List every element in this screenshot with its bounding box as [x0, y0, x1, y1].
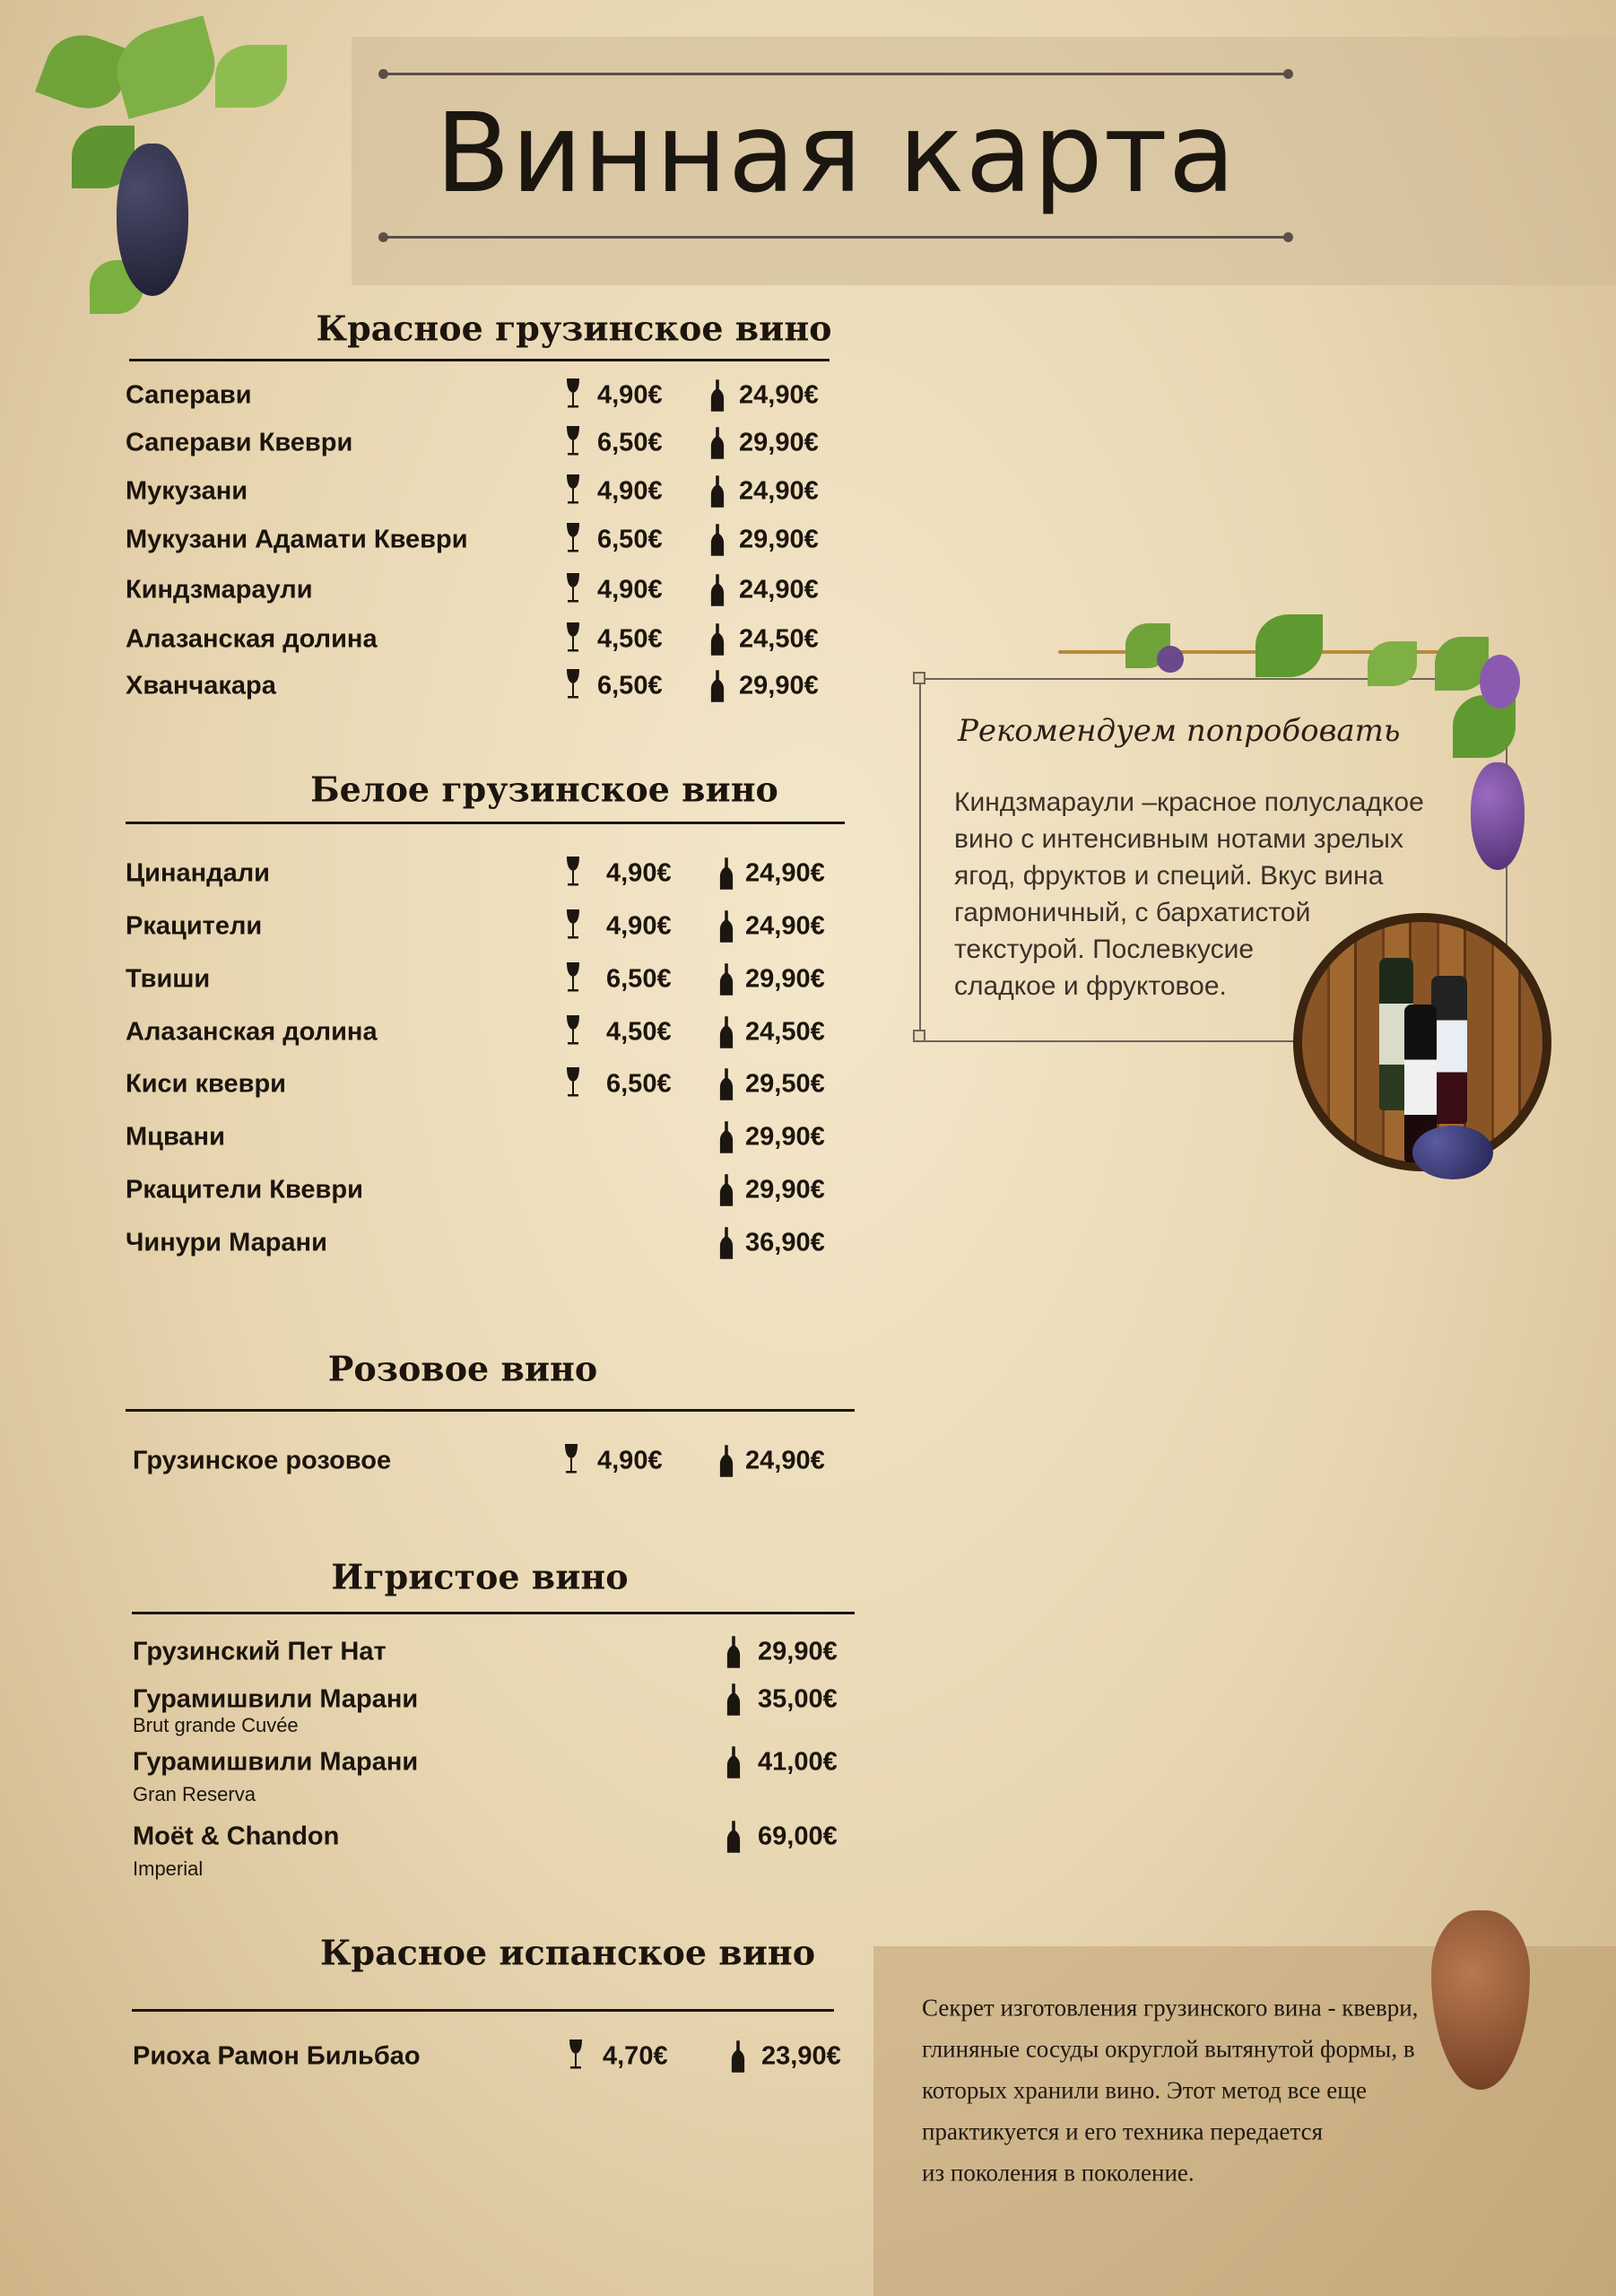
wine-bottle-icon: [726, 1683, 743, 1713]
wine-glass-icon: [565, 622, 581, 653]
bottle-price: 24,90€: [739, 380, 819, 410]
bottle-price: 69,00€: [758, 1822, 838, 1851]
wine-name: Moët & Chandon: [133, 1822, 340, 1851]
wine-glass-icon: [565, 962, 581, 993]
bottle-price: 24,50€: [745, 1017, 825, 1047]
wine-bottle-icon: [710, 378, 726, 409]
wine-bottle-icon: [726, 1635, 743, 1665]
kvevri-text-line: которых хранили вино. Этот метод все еще: [922, 2076, 1368, 2104]
frame-corner: [913, 1030, 925, 1042]
bottle-price: 29,90€: [745, 1122, 825, 1152]
wine-bottle-icon: [726, 1820, 743, 1850]
section-heading: Розовое вино: [327, 1348, 598, 1389]
page-title: Винная карта: [435, 90, 1237, 217]
recommendation-text-line: текстурой. Послевкусие: [954, 935, 1255, 964]
glass-price: 4,50€: [606, 1017, 672, 1047]
recommendation-text-line: сладкое и фруктовое.: [954, 971, 1227, 1001]
wine-bottle-icon: [710, 669, 726, 700]
section-divider: [129, 359, 830, 361]
title-divider-bottom: [384, 236, 1288, 239]
wine-subtitle: Brut grande Cuvée: [133, 1714, 299, 1736]
wine-name: Хванчакара: [126, 671, 276, 700]
bottle-price: 29,90€: [745, 964, 825, 994]
wine-name: Киси квеври: [126, 1069, 286, 1099]
kvevri-text-line: практикуется и его техника передается: [922, 2118, 1323, 2145]
wine-name: Киндзмараули: [126, 575, 313, 604]
recommendation-text-line: гармоничный, с бархатистой: [954, 898, 1311, 927]
wine-glass-icon: [565, 426, 581, 457]
wine-name: Мукузани Адамати Квеври: [126, 525, 468, 554]
section-heading: Игристое вино: [331, 1556, 629, 1597]
wine-bottle-icon: [731, 2039, 747, 2070]
bottle-price: 24,90€: [745, 1446, 825, 1475]
wine-glass-icon: [565, 378, 581, 409]
wine-glass-icon: [565, 573, 581, 604]
wine-glass-icon: [568, 2039, 584, 2070]
wine-name: Алазанская долина: [126, 624, 378, 654]
glass-price: 4,70€: [603, 2041, 668, 2071]
wine-name: Цинандали: [126, 858, 270, 888]
wine-name: Саперави Квеври: [126, 428, 353, 457]
wine-glass-icon: [565, 857, 581, 887]
glass-price: 6,50€: [597, 428, 663, 457]
wine-name: Мцвани: [126, 1122, 225, 1152]
wine-name: Твиши: [126, 964, 211, 994]
wine-glass-icon: [565, 474, 581, 505]
wine-bottle-icon: [719, 962, 735, 993]
wine-name: Гурамишвили Марани: [133, 1747, 419, 1777]
section-divider: [132, 2009, 834, 2012]
bottle-price: 24,90€: [745, 858, 825, 888]
glass-price: 4,90€: [597, 1446, 663, 1475]
wine-glass-icon: [565, 1067, 581, 1098]
wine-name: Мукузани: [126, 476, 248, 506]
wine-name: Гурамишвили Марани: [133, 1684, 419, 1714]
wine-subtitle: Gran Reserva: [133, 1783, 256, 1805]
glass-price: 6,50€: [606, 1069, 672, 1099]
glass-price: 4,90€: [597, 380, 663, 410]
section-heading: Белое грузинское вино: [310, 769, 778, 810]
wine-bottle-icon: [726, 1745, 743, 1776]
wine-bottle-icon: [710, 474, 726, 505]
bottle-price: 29,90€: [739, 671, 819, 700]
wine-bottle-icon: [719, 1120, 735, 1151]
recommendation-text-line: ягод, фруктов и специй. Вкус вина: [954, 861, 1384, 891]
bottle-price: 29,90€: [739, 428, 819, 457]
glass-price: 6,50€: [597, 525, 663, 554]
wine-name: Ркацители: [126, 911, 263, 941]
bottle-price: 24,90€: [745, 911, 825, 941]
wine-name: Саперави: [126, 380, 252, 410]
frame-corner: [913, 672, 925, 684]
kvevri-text-line: из поколения в поколение.: [922, 2159, 1195, 2187]
bottle-price: 23,90€: [761, 2041, 841, 2071]
bottle-price: 24,90€: [739, 476, 819, 506]
glass-price: 6,50€: [606, 964, 672, 994]
wine-glass-icon: [563, 1444, 579, 1474]
wine-name: Алазанская долина: [126, 1017, 378, 1047]
wine-bottle-icon: [710, 426, 726, 457]
wine-bottle-icon: [719, 857, 735, 887]
recommendation-text-line: Киндзмараули –красное полусладкое: [954, 787, 1424, 817]
glass-price: 4,90€: [597, 476, 663, 506]
wine-name: Ркацители Квеври: [126, 1175, 363, 1205]
wine-bottle-icon: [719, 909, 735, 940]
section-divider: [126, 1409, 855, 1412]
glass-price: 4,90€: [606, 911, 672, 941]
wine-glass-icon: [565, 1015, 581, 1046]
bottle-price: 29,90€: [758, 1637, 838, 1666]
bottle-price: 29,90€: [745, 1175, 825, 1205]
wine-bottle-icon: [710, 622, 726, 653]
section-divider: [126, 822, 845, 824]
wine-bottle-image: [1431, 976, 1467, 1124]
wine-glass-icon: [565, 909, 581, 940]
section-heading: Красное испанское вино: [319, 1932, 816, 1973]
kvevri-text-line: глиняные сосуды округлой вытянутой формы, в: [922, 2035, 1415, 2063]
wine-bottle-icon: [719, 1226, 735, 1257]
section-heading: Красное грузинское вино: [316, 308, 832, 349]
wine-glass-icon: [565, 669, 581, 700]
wine-name: Риоха Рамон Бильбао: [133, 2041, 421, 2071]
grape-vine-decoration: [36, 27, 323, 350]
title-divider-top: [384, 73, 1288, 75]
wine-glass-icon: [565, 523, 581, 553]
wine-bottle-icon: [719, 1173, 735, 1204]
wine-subtitle: Imperial: [133, 1857, 204, 1880]
recommendation-title: Рекомендуем попробовать: [958, 713, 1401, 749]
section-divider: [132, 1612, 855, 1614]
wine-bottle-icon: [719, 1015, 735, 1046]
bottle-price: 36,90€: [745, 1228, 825, 1257]
recommendation-text-line: вино с интенсивным нотами зрелых: [954, 824, 1403, 854]
bottle-price: 41,00€: [758, 1747, 838, 1777]
bottle-price: 29,50€: [745, 1069, 825, 1099]
wine-bottle-icon: [719, 1444, 735, 1474]
wine-name: Грузинское розовое: [133, 1446, 392, 1475]
kvevri-text-line: Секрет изготовления грузинского вина - квеври,: [922, 1994, 1419, 2022]
bottle-price: 29,90€: [739, 525, 819, 554]
glass-price: 4,90€: [597, 575, 663, 604]
glass-price: 6,50€: [597, 671, 663, 700]
wine-bottle-icon: [710, 523, 726, 553]
bottle-price: 24,50€: [739, 624, 819, 654]
wine-name: Грузинский Пет Нат: [133, 1637, 387, 1666]
bottle-price: 24,90€: [739, 575, 819, 604]
bottle-price: 35,00€: [758, 1684, 838, 1714]
wine-bottle-icon: [719, 1067, 735, 1098]
wine-bottle-icon: [710, 573, 726, 604]
wine-name: Чинури Марани: [126, 1228, 327, 1257]
glass-price: 4,90€: [606, 858, 672, 888]
grape-cluster-image: [1412, 1126, 1493, 1179]
glass-price: 4,50€: [597, 624, 663, 654]
